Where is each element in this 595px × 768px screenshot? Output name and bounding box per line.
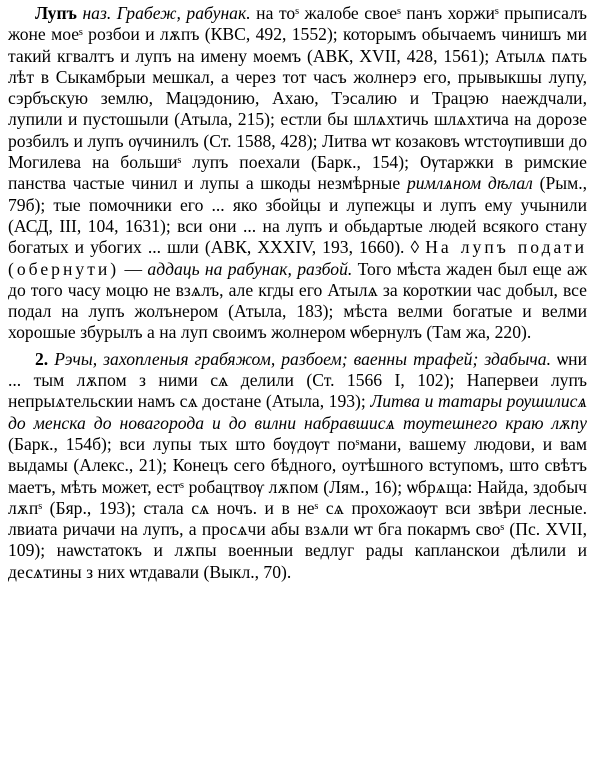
sense-1-citations-b: ; Ѹтаржки в римские панства частые чинил и лупы а шкоды незмѣрные <box>8 152 587 194</box>
sense-2-gloss: Рэчы, захопленыя грабяжом, разбоем; ваенны трафей; здабыча. <box>54 348 552 369</box>
sense-2-citation-b: Напервеи лупъ непрыѧтельскии намъ сѧ достане <box>8 370 587 412</box>
sense-2-italic-citation: Литва и татары рѹшилисѧ до менска до новагорода и до вилни набравшисѧ тѹтешнего краю лѫпу <box>8 391 587 433</box>
phrase-dash: — <box>119 258 148 279</box>
sense-1-citation-source: (Барк., 154) <box>310 152 405 173</box>
phrase-gloss: аддаць на рабунак, разбой. <box>147 258 353 279</box>
phrase-headword: На лупъ подати (обернути) <box>8 237 587 279</box>
sense-2-citations-a: ѡни ... тым лѫпом з ними сѧ делили (Ст. 1566 I, 102); <box>8 348 587 391</box>
sense-2-number: 2. <box>35 348 49 369</box>
headword: Лупъ <box>35 3 77 23</box>
sense-1-gloss: наз. Грабеж, рабунак. <box>82 3 251 23</box>
sense-1-italic-fragment: римлѧном дѣлал <box>406 173 533 194</box>
sense-1-citations-a: на тоˢ жалобе своеˢ панъ хоржиˢ прыписалъ жоне моеˢ розбои и лѫпъ (КВС, 492, 1552); которымъ обычаемъ чинишъ ми такий кгвалтъ и лупъ на имену моемъ (АВК, XVII, 428, 1561); Атылѧ пѧть лѣт в Сыкамбрыи мешкал, а через тот часъ жолнерэ его, прывыкшы лупу, сэрбъскую землю, Мацэдонию, Ахаю, Тэсалию и Трацэю наеждчали, лупили и пустошыли (Атыла, 215); естли бы шлѧхтичь шлѧхтича на дорозе розбилъ и лупъ ѹчинилъ (Ст. 1588, 428); Литва ѡт козаковъ ѡтстѹпивши до Могилева на большиˢ лупъ поехали <box>8 3 587 173</box>
sense-1-citations-c: (Рым., 79б); тые помочники его ... яко збойцы и лупежцы и лупъ ему учынили (АСД, III, 104, 1631); вси они ... на лупъ и обьдартые людей всякого стану богатых и убогих ... шли (АВК, XXXIV, 193, 1660). ◊ <box>8 173 588 258</box>
dictionary-entry-sense-1 <box>8 3 587 344</box>
phrase-citations: Того мѣста жаден был еще аж до того часу моцю не взѧлъ, але кгды его Атылѧ за короткии час добыл, все подал на лупъ жолънером (Атыла, 183); мѣста велми богатые и велми хорошые збурылъ а на луп своимъ жолнером ѡбернулъ (Там жа, 220). <box>8 258 588 343</box>
dictionary-entry-sense-2 <box>8 349 587 583</box>
sense-2-citations-c: (Атыла, 193); <box>261 391 371 412</box>
sense-2-citations-d: (Барк., 154б); вси лупы тых што бѹдѹт поˢмани, вашему людови, и вам выдамы (Алекс., 21); Конецъ сего бѣдного, оутѣшного вступомъ, што свѣтъ маетъ, мѣть может, естˢ робацтвѹ лѫпом (Лям., 16); ѡбрѧща: Найда, здобыч лѫпˢ (Бяр., 193); стала сѧ ночъ. и в неˢ сѧ прохожаѹт вси звѣри лесные. лвиата ричачи на лупъ, а просѧчи абы взѧли ѡт бга покармъ своˢ (Пс. XVII, 109); наѡстатокъ и лѫпы военныи ведлуг рады капланскои дѣлили и десѧтины з них ѡтдавали (Выкл., 70). <box>8 433 587 582</box>
